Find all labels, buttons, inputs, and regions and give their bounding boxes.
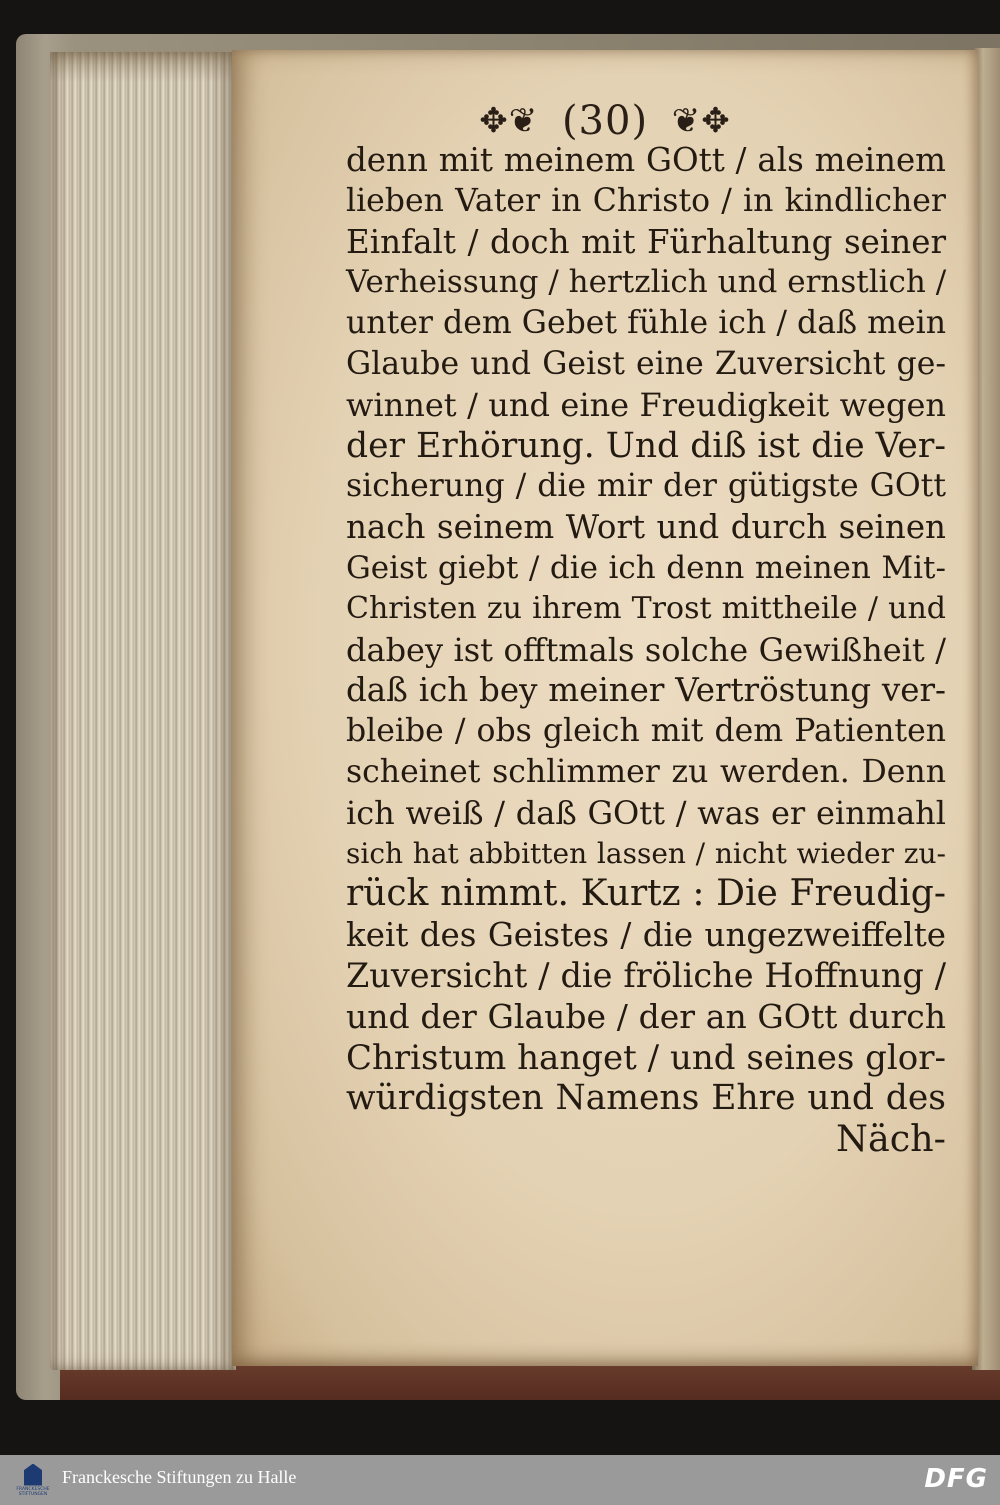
text-line: Verheissung / hertzlich und ernstlich / (346, 264, 947, 301)
text-line: nach seinem Wort und durch seinen (346, 508, 946, 547)
text-line: sich hat abbitten lassen / nicht wieder zu- (346, 836, 946, 870)
page-number: (30) (561, 98, 649, 144)
institution-name: Franckesche Stiftungen zu Halle (62, 1467, 297, 1487)
text-line: der Erhörung. Und diß ist die Ver- (346, 425, 946, 466)
text-line: bleibe / obs gleich mit dem Patienten (346, 713, 946, 750)
institution-logo[interactable] (12, 1459, 54, 1501)
text-line: und der Glaube / der an GOtt durch (346, 996, 946, 1036)
text-line: würdigsten Namens Ehre und des (346, 1078, 946, 1119)
book-page (232, 50, 978, 1366)
text-line: ich weiß / daß GOtt / was er einmahl (346, 793, 946, 832)
text-line: sicherung / die mir der gütigste GOtt (346, 468, 946, 505)
text-line: unter dem Gebet fühle ich / daß mein (346, 305, 946, 342)
text-line: denn mit meinem GOtt / als meinem (346, 141, 946, 179)
text-line: scheinet schlimmer zu werden. Denn (346, 753, 946, 790)
text-line: daß ich bey meiner Vertröstung ver- (346, 671, 946, 710)
text-line: dabey ist offtmals solche Gewißheit / (346, 630, 946, 669)
page-header (232, 98, 978, 144)
ornament-right-icon: ❦✥ (671, 101, 731, 141)
body-text (346, 140, 946, 1160)
ornament-left-icon: ✥❦ (479, 101, 539, 141)
text-line: keit des Geistes / die ungezweiffelte (346, 916, 946, 955)
text-line: Geist giebt / die ich denn meinen Mit- (346, 549, 946, 586)
text-line: Glaube und Geist eine Zuversicht ge- (346, 345, 946, 382)
building-icon (24, 1464, 42, 1486)
text-line: rück nimmt. Kurtz : Die Freudig- (346, 873, 946, 915)
text-line: lieben Vater in Christo / in kindlicher (346, 182, 946, 219)
text-line: winnet / und eine Freudigkeit wegen (346, 385, 946, 424)
text-line: Christen zu ihrem Trost mittheile / und (346, 590, 946, 626)
logo-caption: FRANCKESCHE STIFTUNGEN (16, 1486, 50, 1497)
text-line: Christum hanget / und seines glor- (346, 1037, 946, 1078)
text-line: Einfalt / doch mit Fürhaltung seiner (346, 222, 946, 261)
viewer-footer (0, 1455, 1000, 1505)
catchword: Näch- (836, 1117, 946, 1161)
page-edges-shadow (50, 52, 236, 82)
text-line: Zuversicht / die fröliche Hoffnung / (346, 955, 946, 995)
dfg-logo: DFG (924, 1464, 988, 1494)
page-edges (50, 52, 236, 1370)
